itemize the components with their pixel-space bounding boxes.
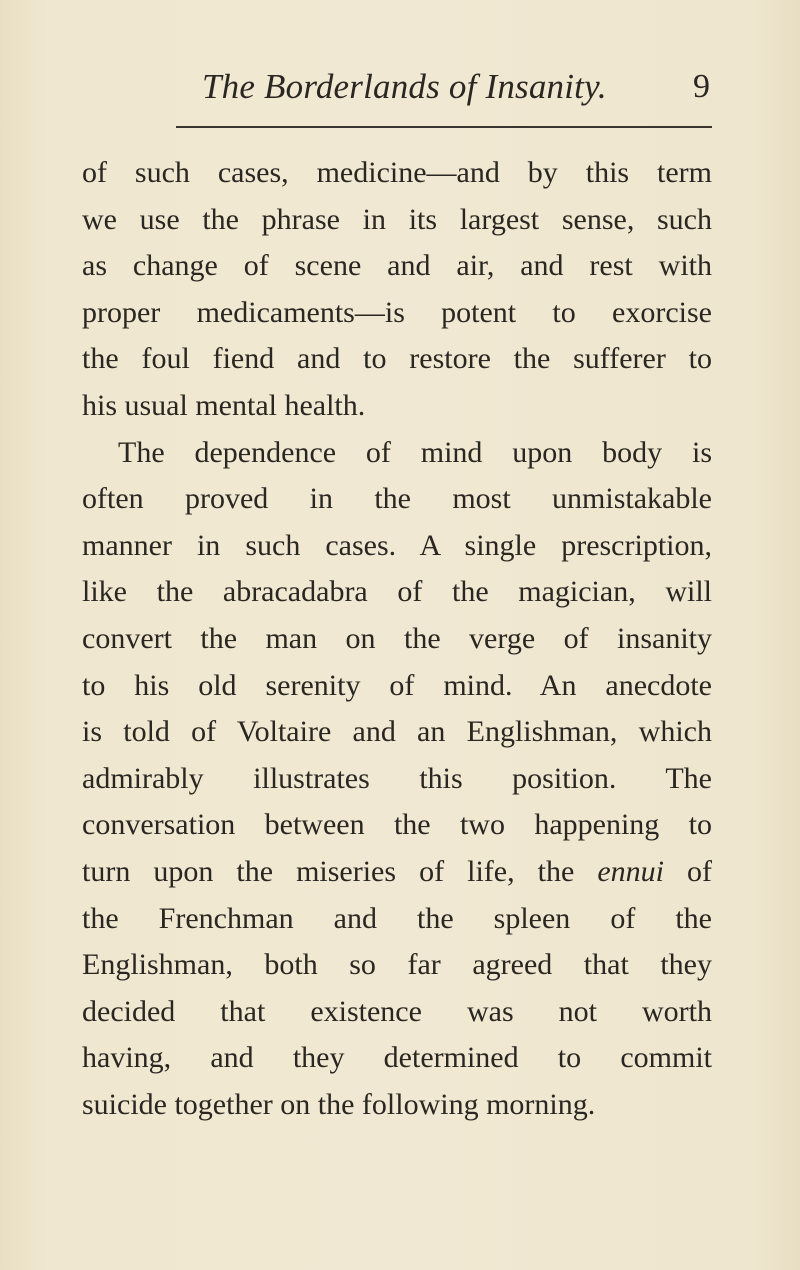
text-line: conversation between the two happening to xyxy=(82,808,712,842)
text-line: the foul fiend and to restore the sufferer to xyxy=(82,342,712,376)
text-line: Englishman, both so far agreed that they xyxy=(82,948,712,982)
text-line: of such cases, medicine—and by this term xyxy=(82,156,712,189)
text-line: suicide together on the following morning. xyxy=(82,1087,596,1121)
text-line: proper medicaments—is potent to exorcise xyxy=(82,295,712,329)
page-number: 9 xyxy=(693,68,710,105)
text-line: we use the phrase in its largest sense, such xyxy=(82,202,712,236)
text-line: the Frenchman and the spleen of the xyxy=(82,901,712,935)
text-line: like the abracadabra of the magician, will xyxy=(82,575,712,609)
text-fragment: turn upon the miseries of life, the xyxy=(82,854,575,888)
running-title: The Borderlands of Insanity. xyxy=(202,67,607,106)
text-line: to his old serenity of mind. An anecdote xyxy=(82,668,712,702)
header-rule xyxy=(176,126,712,128)
text-line: often proved in the most unmistakable xyxy=(82,482,712,516)
italic-word: ennui xyxy=(597,854,664,888)
text-line: as change of scene and air, and rest with xyxy=(82,249,712,283)
text-line: convert the man on the verge of insanity xyxy=(82,621,712,655)
text-fragment: of xyxy=(687,854,713,888)
text-line: decided that existence was not worth xyxy=(82,994,712,1028)
body-text xyxy=(82,150,712,1128)
text-line: The dependence of mind upon body is xyxy=(118,435,712,469)
text-line: having, and they determined to commit xyxy=(82,1041,712,1075)
running-head xyxy=(120,62,710,112)
text-line-mixed xyxy=(82,849,712,896)
text-line: his usual mental health. xyxy=(82,388,366,422)
text-line: admirably illustrates this position. The xyxy=(82,761,712,795)
text-line: is told of Voltaire and an Englishman, which xyxy=(82,715,712,749)
text-line: manner in such cases. A single prescription, xyxy=(82,528,712,562)
